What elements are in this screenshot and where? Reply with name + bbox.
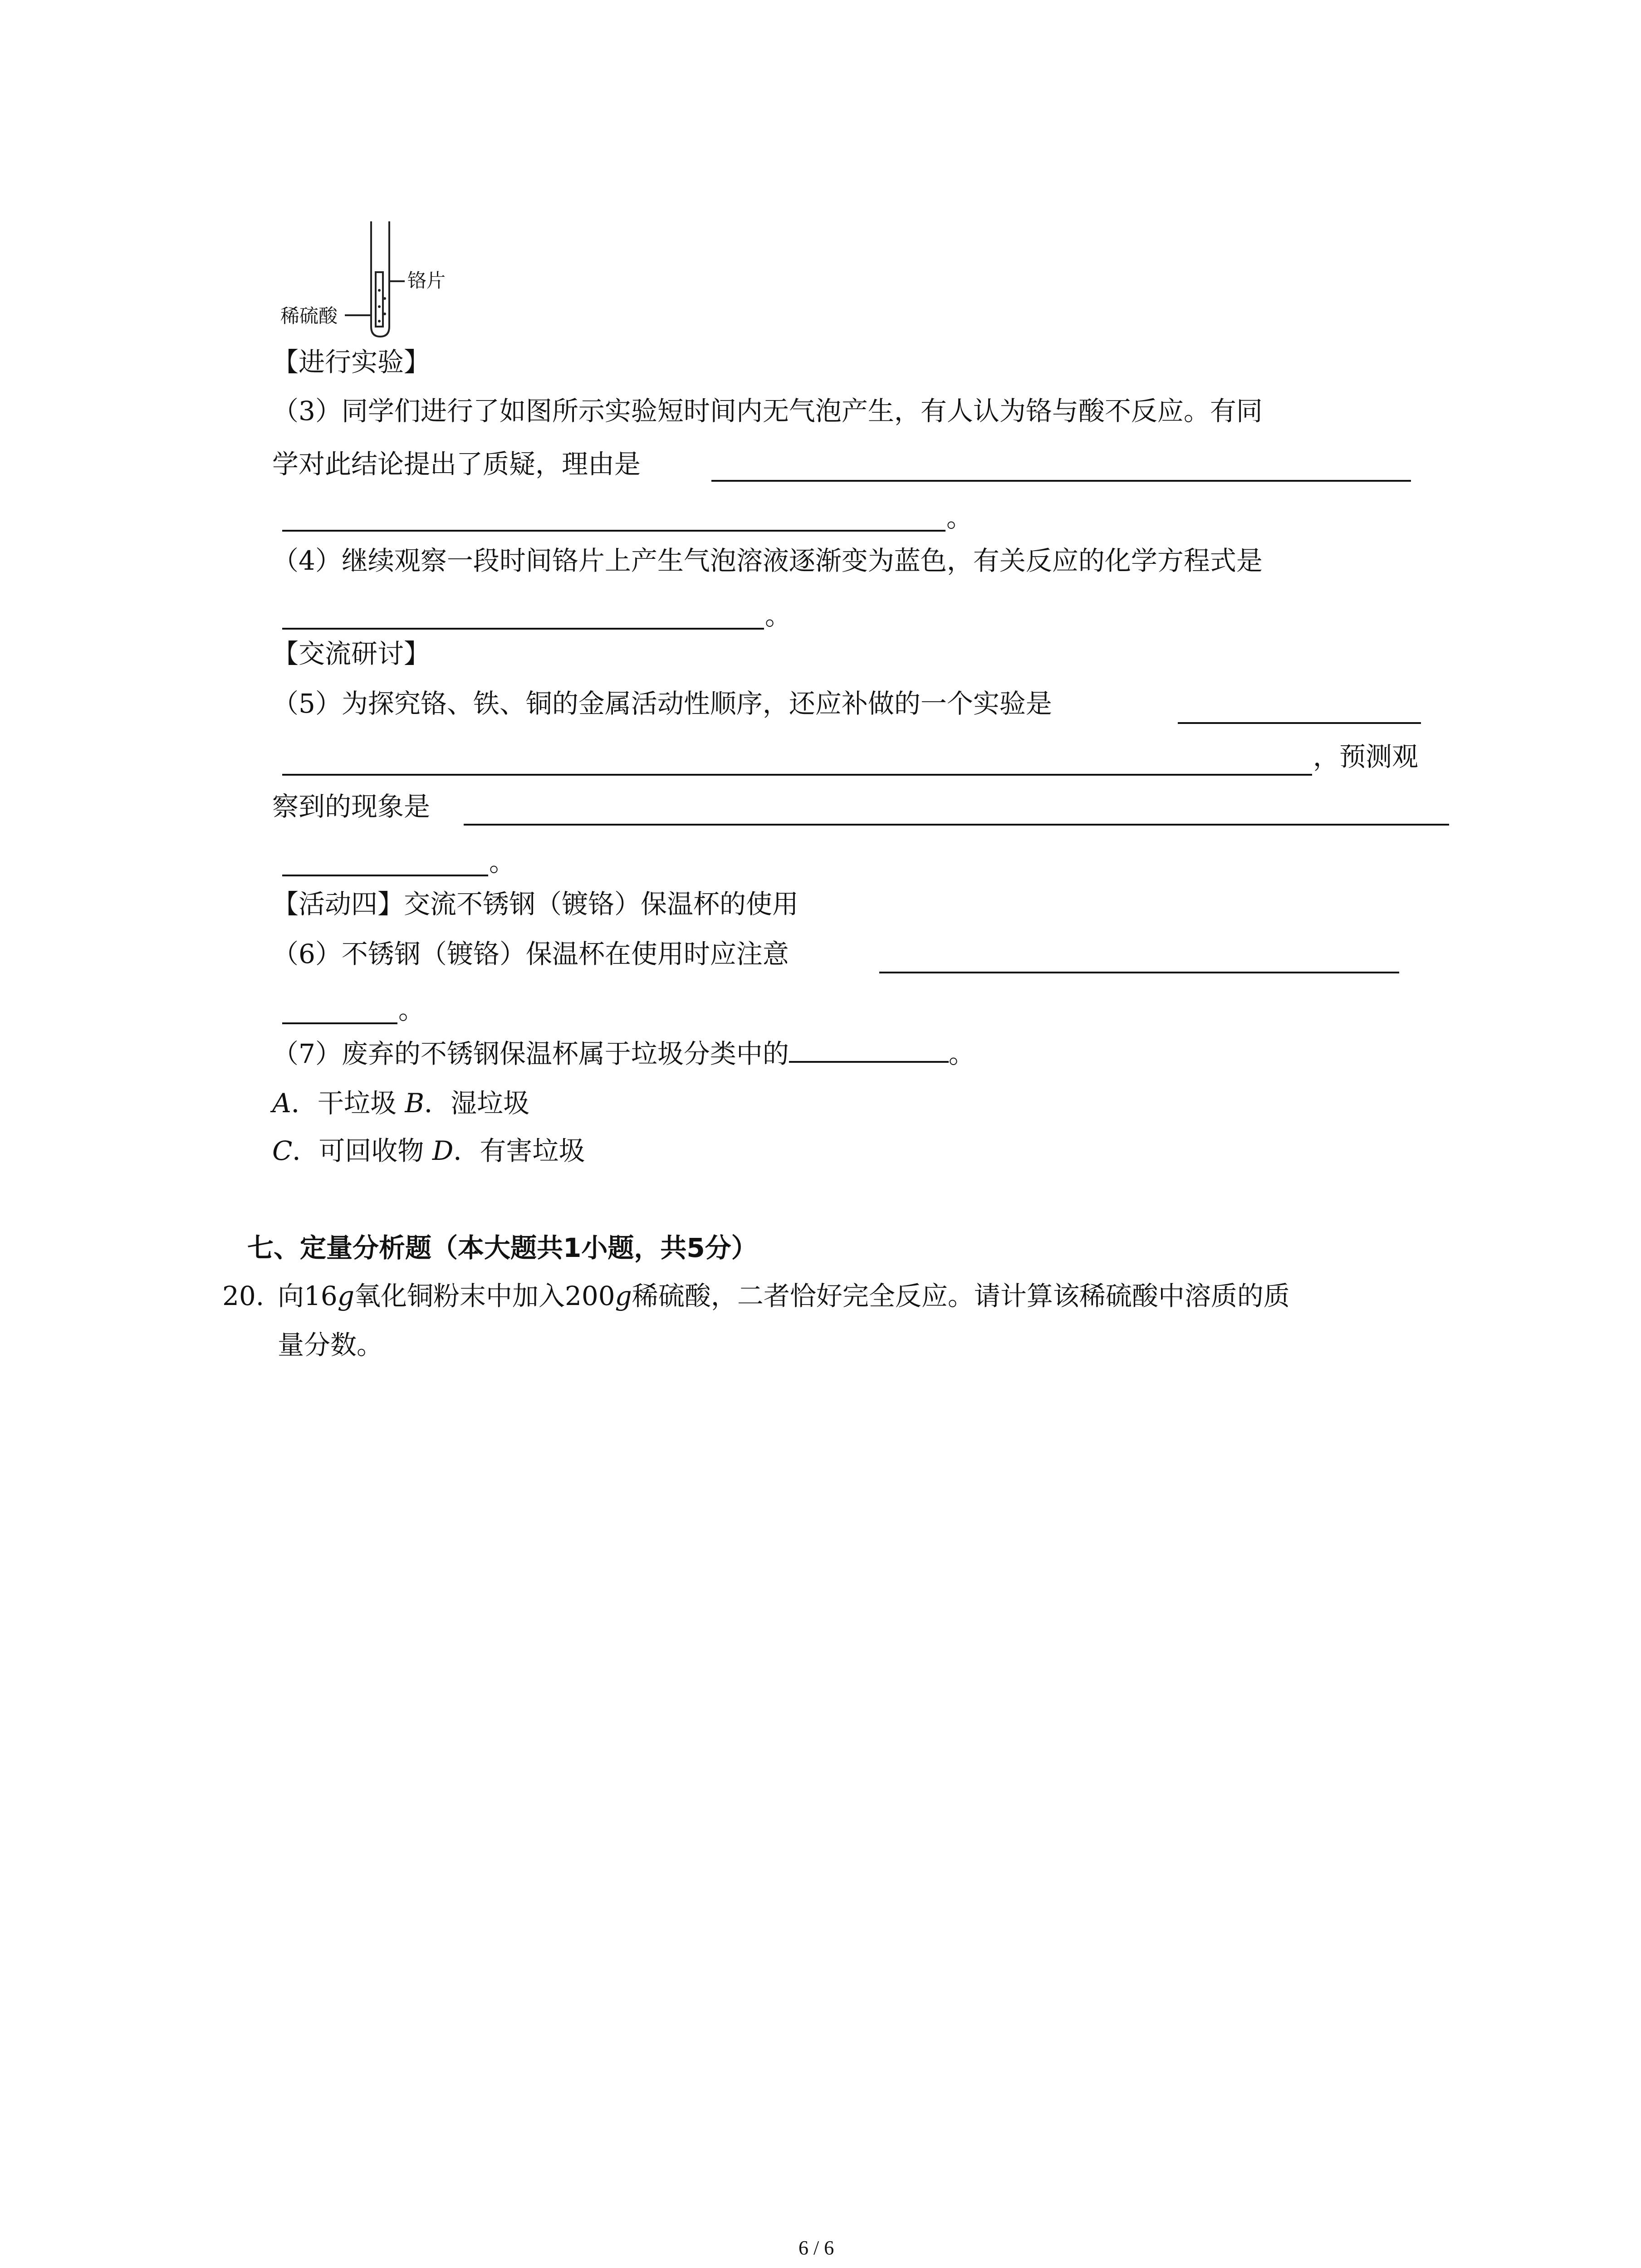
q5-line2-tail: ，预测观 (1313, 741, 1419, 772)
option-b-text: ．湿垃圾 (424, 1088, 529, 1119)
page-number: 6 / 6 (798, 2237, 834, 2259)
option-a-letter: A (272, 1088, 291, 1119)
q20-unit-2: g (615, 1281, 632, 1311)
q5-answer-blank-4[interactable] (282, 875, 488, 876)
q7-answer-blank[interactable] (789, 1037, 949, 1063)
q5-answer-blank-2[interactable] (282, 774, 1312, 776)
option-a-text: ．干垃圾 (291, 1088, 405, 1119)
q4-line1: （4）继续观察一段时间铬片上产生气泡溶液逐渐变为蓝色，有关反应的化学方程式是 (272, 545, 1263, 576)
q7-end-mark: 。 (948, 1038, 975, 1069)
q20-number: 20. (222, 1281, 265, 1311)
q6-end-mark: 。 (398, 994, 425, 1025)
section-heading-experiment: 【进行实验】 (272, 347, 431, 377)
option-d-text: ．有害垃圾 (453, 1135, 585, 1166)
figure-label-acid: 稀硫酸 (280, 305, 338, 327)
q6-answer-blank-1[interactable] (879, 972, 1399, 973)
q20-text-3: 稀硫酸，二者恰好完全反应。请计算该稀硫酸中溶质的质 (632, 1281, 1290, 1311)
q5-line3: 察到的现象是 (272, 791, 431, 822)
section-heading-activity4: 【活动四】交流不锈钢（镀铬）保温杯的使用 (272, 889, 799, 919)
q5-end-mark: 。 (489, 846, 516, 877)
q20-line2: 量分数。 (278, 1330, 383, 1360)
q3-answer-blank-1[interactable] (711, 480, 1411, 482)
option-b-letter: B (405, 1088, 424, 1119)
q3-end-mark: 。 (946, 502, 973, 533)
figure-label-chromium: 铬片 (407, 269, 446, 292)
q20-line1 (278, 1278, 1290, 1314)
test-tube-icon (371, 221, 389, 337)
chromium-strip-icon (376, 272, 383, 327)
q7-text: （7）废弃的不锈钢保温杯属于垃圾分类中的 (272, 1038, 789, 1069)
section-7-heading: 七、定量分析题（本大题共1小题，共5分） (247, 1232, 758, 1263)
option-d-letter: D (432, 1135, 454, 1166)
q3-answer-blank-2[interactable] (282, 530, 945, 532)
q20-text-1: 向16 (278, 1281, 338, 1311)
q5-answer-blank-1[interactable] (1178, 722, 1421, 724)
q5-line1: （5）为探究铬、铁、铜的金属活动性顺序，还应补做的一个实验是 (272, 688, 1052, 719)
q20-unit-1: g (337, 1281, 354, 1311)
q7-line1 (272, 1036, 975, 1072)
section-heading-discuss: 【交流研讨】 (272, 638, 431, 669)
option-c-letter: C (272, 1135, 293, 1166)
q5-answer-blank-3[interactable] (464, 824, 1449, 826)
option-c-text: ．可回收物 (292, 1135, 432, 1166)
q6-answer-blank-2[interactable] (282, 1022, 397, 1024)
q3-line2: 学对此结论提出了质疑，理由是 (272, 449, 641, 479)
q7-options-ab (272, 1085, 529, 1121)
q4-end-mark: 。 (765, 600, 792, 631)
q6-line1: （6）不锈钢（镀铬）保温杯在使用时应注意 (272, 938, 789, 969)
q7-options-cd (272, 1133, 585, 1169)
q4-answer-blank[interactable] (282, 628, 764, 630)
q3-line1: （3）同学们进行了如图所示实验短时间内无气泡产生，有人认为铬与酸不反应。有同 (272, 396, 1263, 426)
q20-text-2: 氧化铜粉末中加入200 (354, 1281, 615, 1311)
